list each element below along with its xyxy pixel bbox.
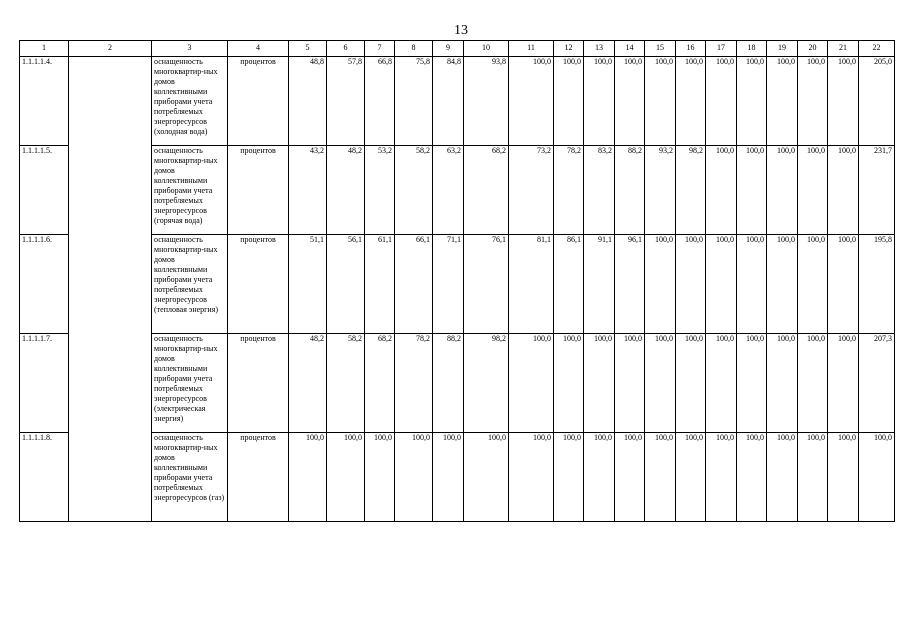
value-cell: 81,1 [509,235,554,334]
row-code: 1.1.1.1.6. [20,235,69,334]
column-header: 19 [767,41,798,57]
value-cell: 53,2 [365,146,395,235]
value-cell: 100,0 [509,57,554,146]
value-cell: 98,2 [464,334,509,433]
column-header: 18 [737,41,767,57]
value-cell: 195,8 [859,235,895,334]
header-row [20,41,895,57]
column-header: 4 [228,41,289,57]
column-header: 7 [365,41,395,57]
value-cell: 91,1 [584,235,615,334]
column-header: 5 [289,41,327,57]
value-cell: 100,0 [584,433,615,522]
value-cell: 100,0 [767,433,798,522]
value-cell: 100,0 [706,433,737,522]
column-header: 14 [615,41,645,57]
row-description: оснащенность многоквартир-ных домов коллективными приборами учета потребляемых энергоресурсов (холодная вода) [152,57,228,146]
value-cell: 84,8 [433,57,464,146]
value-cell: 100,0 [676,334,706,433]
value-cell: 100,0 [859,433,895,522]
value-cell: 100,0 [798,433,828,522]
value-cell: 88,2 [615,146,645,235]
value-cell: 100,0 [767,334,798,433]
value-cell: 48,8 [289,57,327,146]
row-code: 1.1.1.1.7. [20,334,69,433]
value-cell: 56,1 [327,235,365,334]
row-unit: процентов [228,57,289,146]
value-cell: 100,0 [615,57,645,146]
column-header: 3 [152,41,228,57]
column-header: 13 [584,41,615,57]
value-cell: 100,0 [327,433,365,522]
value-cell: 88,2 [433,334,464,433]
value-cell: 68,2 [365,334,395,433]
column-header: 21 [828,41,859,57]
column-header: 2 [69,41,152,57]
value-cell: 100,0 [584,334,615,433]
value-cell: 58,2 [395,146,433,235]
value-cell: 73,2 [509,146,554,235]
column-header: 20 [798,41,828,57]
value-cell: 100,0 [737,334,767,433]
value-cell: 93,2 [645,146,676,235]
page-number: 13 [454,23,468,38]
value-cell: 100,0 [828,146,859,235]
value-cell: 100,0 [767,235,798,334]
value-cell: 100,0 [615,433,645,522]
column-header: 9 [433,41,464,57]
value-cell: 66,1 [395,235,433,334]
value-cell: 100,0 [645,57,676,146]
value-cell: 68,2 [464,146,509,235]
row-description: оснащенность многоквартир-ных домов коллективными приборами учета потребляемых энергоресурсов (газ) [152,433,228,522]
value-cell: 207,3 [859,334,895,433]
value-cell: 100,0 [828,433,859,522]
value-cell: 98,2 [676,146,706,235]
value-cell: 100,0 [828,57,859,146]
value-cell: 96,1 [615,235,645,334]
value-cell: 100,0 [554,334,584,433]
value-cell: 100,0 [706,146,737,235]
value-cell: 231,7 [859,146,895,235]
value-cell: 100,0 [676,235,706,334]
value-cell: 100,0 [706,235,737,334]
value-cell: 58,2 [327,334,365,433]
value-cell: 100,0 [737,235,767,334]
merged-empty-cell [69,57,152,522]
value-cell: 100,0 [737,433,767,522]
value-cell: 48,2 [327,146,365,235]
row-description: оснащенность многоквартир-ных домов коллективными приборами учета потребляемых энергоресурсов (тепловая энергия) [152,235,228,334]
column-header: 12 [554,41,584,57]
row-code: 1.1.1.1.5. [20,146,69,235]
value-cell: 100,0 [676,433,706,522]
value-cell: 100,0 [706,57,737,146]
value-cell: 100,0 [509,433,554,522]
value-cell: 100,0 [615,334,645,433]
value-cell: 100,0 [737,146,767,235]
column-header: 1 [20,41,69,57]
value-cell: 100,0 [584,57,615,146]
row-description: оснащенность многоквартир-ных домов коллективными приборами учета потребляемых энергоресурсов (горячая вода) [152,146,228,235]
value-cell: 43,2 [289,146,327,235]
table-row [20,433,895,522]
value-cell: 86,1 [554,235,584,334]
value-cell: 93,8 [464,57,509,146]
value-cell: 100,0 [289,433,327,522]
value-cell: 63,2 [433,146,464,235]
value-cell: 100,0 [798,146,828,235]
value-cell: 76,1 [464,235,509,334]
value-cell: 100,0 [433,433,464,522]
table-row [20,57,895,146]
value-cell: 100,0 [798,334,828,433]
value-cell: 100,0 [828,334,859,433]
value-cell: 57,8 [327,57,365,146]
table-row [20,146,895,235]
table-row [20,334,895,433]
value-cell: 100,0 [798,57,828,146]
value-cell: 100,0 [509,334,554,433]
column-header: 8 [395,41,433,57]
value-cell: 48,2 [289,334,327,433]
value-cell: 71,1 [433,235,464,334]
value-cell: 205,0 [859,57,895,146]
value-cell: 83,2 [584,146,615,235]
value-cell: 61,1 [365,235,395,334]
value-cell: 100,0 [645,433,676,522]
row-description: оснащенность многоквартир-ных домов коллективными приборами учета потребляемых энергоресурсов (электрическая энергия) [152,334,228,433]
value-cell: 100,0 [767,57,798,146]
value-cell: 100,0 [395,433,433,522]
value-cell: 100,0 [828,235,859,334]
indicators-table [19,40,895,522]
column-header: 15 [645,41,676,57]
value-cell: 100,0 [645,235,676,334]
value-cell: 78,2 [395,334,433,433]
column-header: 10 [464,41,509,57]
table-row [20,235,895,334]
row-code: 1.1.1.1.8. [20,433,69,522]
value-cell: 100,0 [706,334,737,433]
row-unit: процентов [228,433,289,522]
value-cell: 100,0 [767,146,798,235]
value-cell: 51,1 [289,235,327,334]
value-cell: 100,0 [554,57,584,146]
column-header: 6 [327,41,365,57]
value-cell: 100,0 [365,433,395,522]
value-cell: 100,0 [798,235,828,334]
column-header: 17 [706,41,737,57]
row-code: 1.1.1.1.4. [20,57,69,146]
value-cell: 100,0 [554,433,584,522]
row-unit: процентов [228,334,289,433]
column-header: 11 [509,41,554,57]
value-cell: 100,0 [737,57,767,146]
value-cell: 100,0 [464,433,509,522]
value-cell: 100,0 [645,334,676,433]
row-unit: процентов [228,235,289,334]
row-unit: процентов [228,146,289,235]
column-header: 22 [859,41,895,57]
column-header: 16 [676,41,706,57]
value-cell: 78,2 [554,146,584,235]
value-cell: 75,8 [395,57,433,146]
value-cell: 100,0 [676,57,706,146]
value-cell: 66,8 [365,57,395,146]
